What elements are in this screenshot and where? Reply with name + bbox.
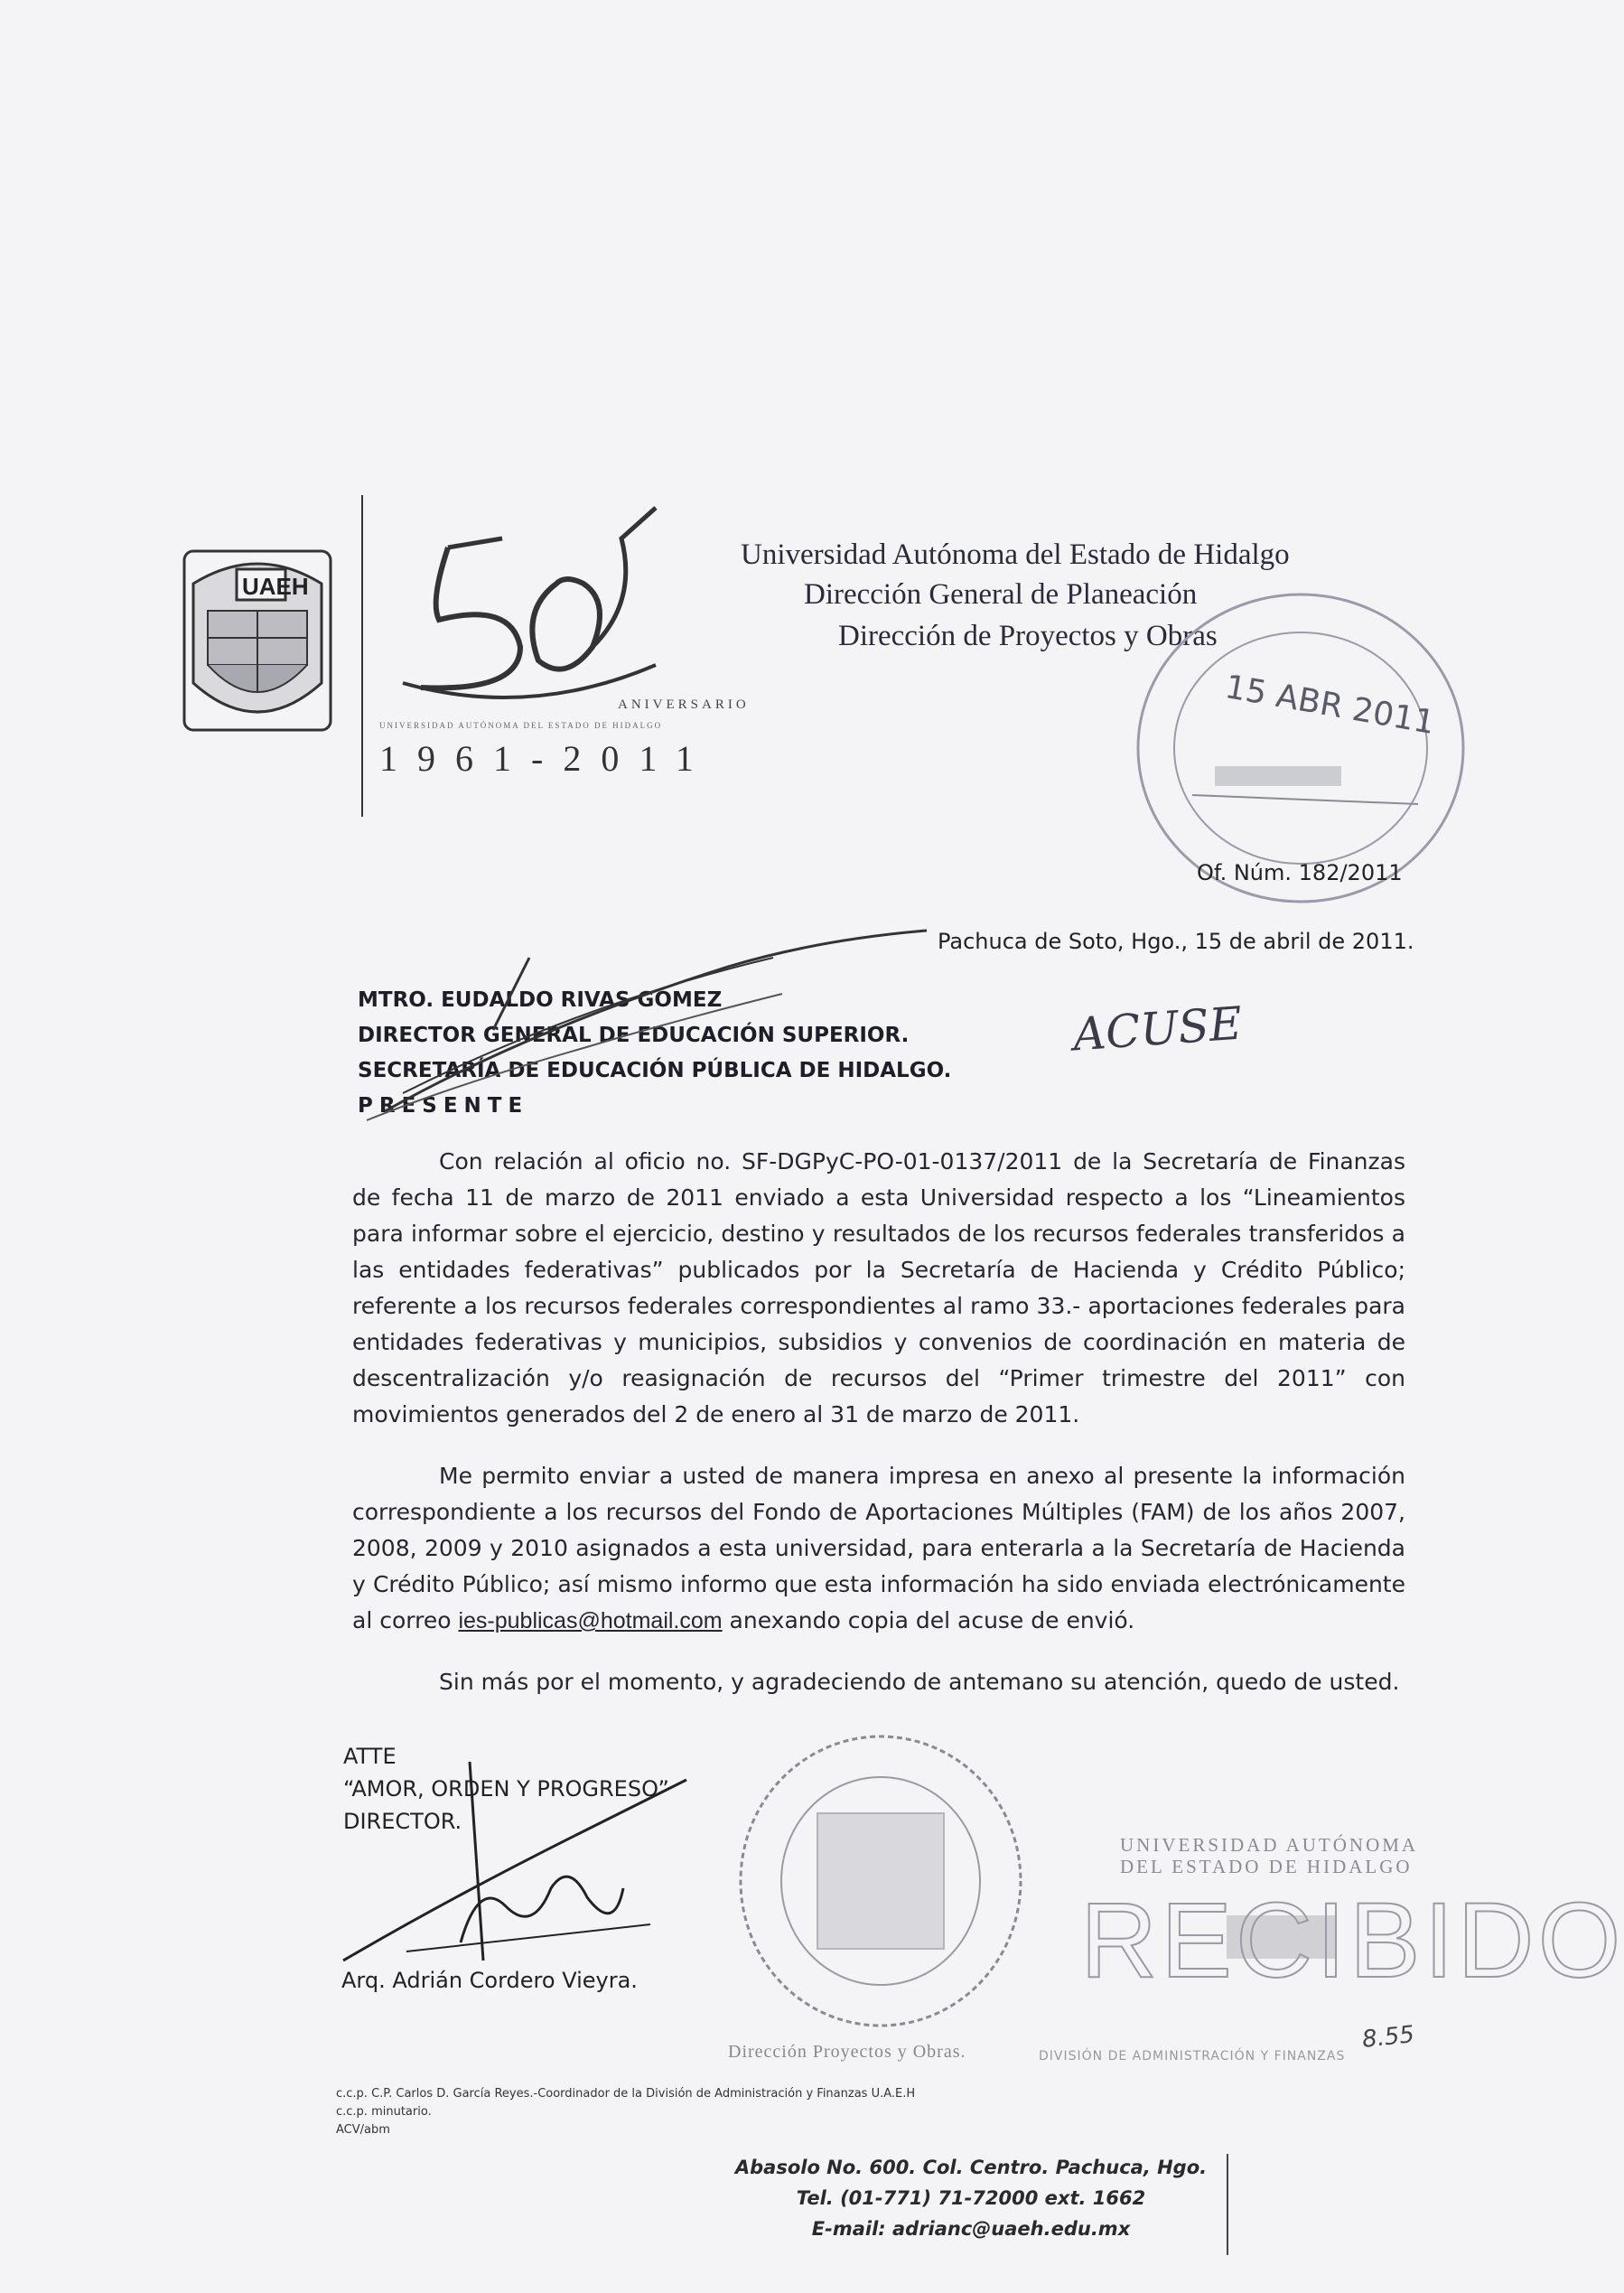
received-university-line-1: UNIVERSIDAD AUTÓNOMA [1120, 1834, 1419, 1856]
signer-name: Arq. Adrián Cordero Vieyra. [341, 1968, 638, 1993]
anniversary-years: 1961-2011 [379, 738, 714, 779]
anniversary-subtitle: UNIVERSIDAD AUTÓNOMA DEL ESTADO DE HIDALGO [379, 721, 663, 730]
closing-role: DIRECTOR. [343, 1809, 462, 1834]
svg-text:UAEH: UAEH [242, 573, 309, 600]
header-divider [361, 495, 363, 817]
direction-general: Dirección General de Planeación [804, 578, 1198, 611]
body-paragraph-2-end: anexando copia del acuse de envió. [722, 1607, 1135, 1633]
footer [718, 2152, 1224, 2244]
cc-line-3: ACV/abm [336, 2123, 390, 2137]
cc-line-1: c.c.p. C.P. Carlos D. García Reyes.-Coordinador de la División de Administración y Finanzas U.A.E.H [336, 2087, 916, 2101]
handwritten-number: 8.55 [1360, 2021, 1416, 2054]
recipient-organization: SECRETARÍA DE EDUCACIÓN PÚBLICA DE HIDALGO. [358, 1059, 952, 1082]
closing-motto: “AMOR, ORDEN Y PROGRESO” [343, 1776, 669, 1802]
received-stamp-date: 15 ABR 2011 [1222, 668, 1438, 743]
director-signature [325, 1753, 705, 1988]
direction-projects: Dirección de Proyectos y Obras [838, 620, 1218, 652]
office-number: Of. Núm. 182/2011 [1197, 860, 1403, 885]
50-anniversary-logo-icon [385, 502, 683, 701]
footer-divider [1227, 2154, 1228, 2255]
body-paragraph-3: Sin más por el momento, y agradeciendo de antemano su atención, quedo de usted. [439, 1669, 1400, 1695]
recipient-name: MTRO. EUDALDO RIVAS GÓMEZ [358, 988, 723, 1012]
seal-caption: Dirección Proyectos y Obras. [728, 2042, 966, 2062]
letter-body [352, 1144, 1405, 1726]
university-name: Universidad Autónoma del Estado de Hidalgo [741, 538, 1290, 571]
footer-phone: Tel. (01-771) 71-72000 ext. 1662 [796, 2187, 1146, 2209]
received-word: RECIBIDO [1080, 1881, 1624, 2000]
anniversary-label: ANIVERSARIO [618, 697, 750, 712]
footer-email: E-mail: adrianc@uaeh.edu.mx [811, 2218, 1131, 2240]
cc-line-2: c.c.p. minutario. [336, 2105, 432, 2119]
body-paragraph-1: Con relación al oficio no. SF-DGPyC-PO-01-0137/2011 de la Secretaría de Finanzas de fecha 11 de marzo de 2011 enviado a esta Universidad respecto a los “Lineamientos para informar sobre el ejercicio, destino y resultados de los recursos federales transferidos a las entidades federativas” publicados por la Secretaría de Hacienda y Crédito Público; referente a los recursos federales correspondientes al ramo 33.- aportaciones federales para entidades federativas y municipios, subsidios y convenios de coordinación en materia de descentralización y/o reasignación de recursos del “Primer trimestre del 2011” con movimientos generados del 2 de enero al 31 de marzo de 2011. [352, 1148, 1405, 1427]
closing-atte: ATTE [343, 1744, 397, 1769]
received-division: DIVISIÓN DE ADMINISTRACIÓN Y FINANZAS [1039, 2049, 1346, 2064]
uaeh-coat-of-arms-icon [181, 548, 334, 734]
recipient-title: DIRECTOR GENERAL DE EDUCACIÓN SUPERIOR. [358, 1024, 910, 1047]
place-date: Pachuca de Soto, Hgo., 15 de abril de 2011. [938, 929, 1414, 954]
recipient-signature-scribble [349, 922, 936, 1129]
recipient-salutation: PRESENTE [358, 1094, 529, 1118]
cc-block [336, 2085, 915, 2139]
acuse-handwritten: ACUSE [1071, 997, 1245, 1062]
received-university-line-2: DEL ESTADO DE HIDALGO [1120, 1856, 1413, 1877]
email-link[interactable]: ies-publicas@hotmail.com [458, 1608, 723, 1633]
footer-address: Abasolo No. 600. Col. Centro. Pachuca, Hgo. [734, 2157, 1208, 2178]
body-paragraph-2-start: Me permito enviar a usted de manera impresa en anexo al presente la información correspondiente a los recursos del Fondo de Aportaciones Múltiples (FAM) de los años 2007, 2008, 2009 y 2010 asignados a esta universidad, para enterarla a la Secretaría de Hacienda y Crédito Público; así mismo informo que esta información ha sido enviada electrónicamente al correo [352, 1463, 1405, 1633]
body-paragraph-2 [352, 1458, 1405, 1639]
university-seal-icon [732, 1727, 1030, 2035]
